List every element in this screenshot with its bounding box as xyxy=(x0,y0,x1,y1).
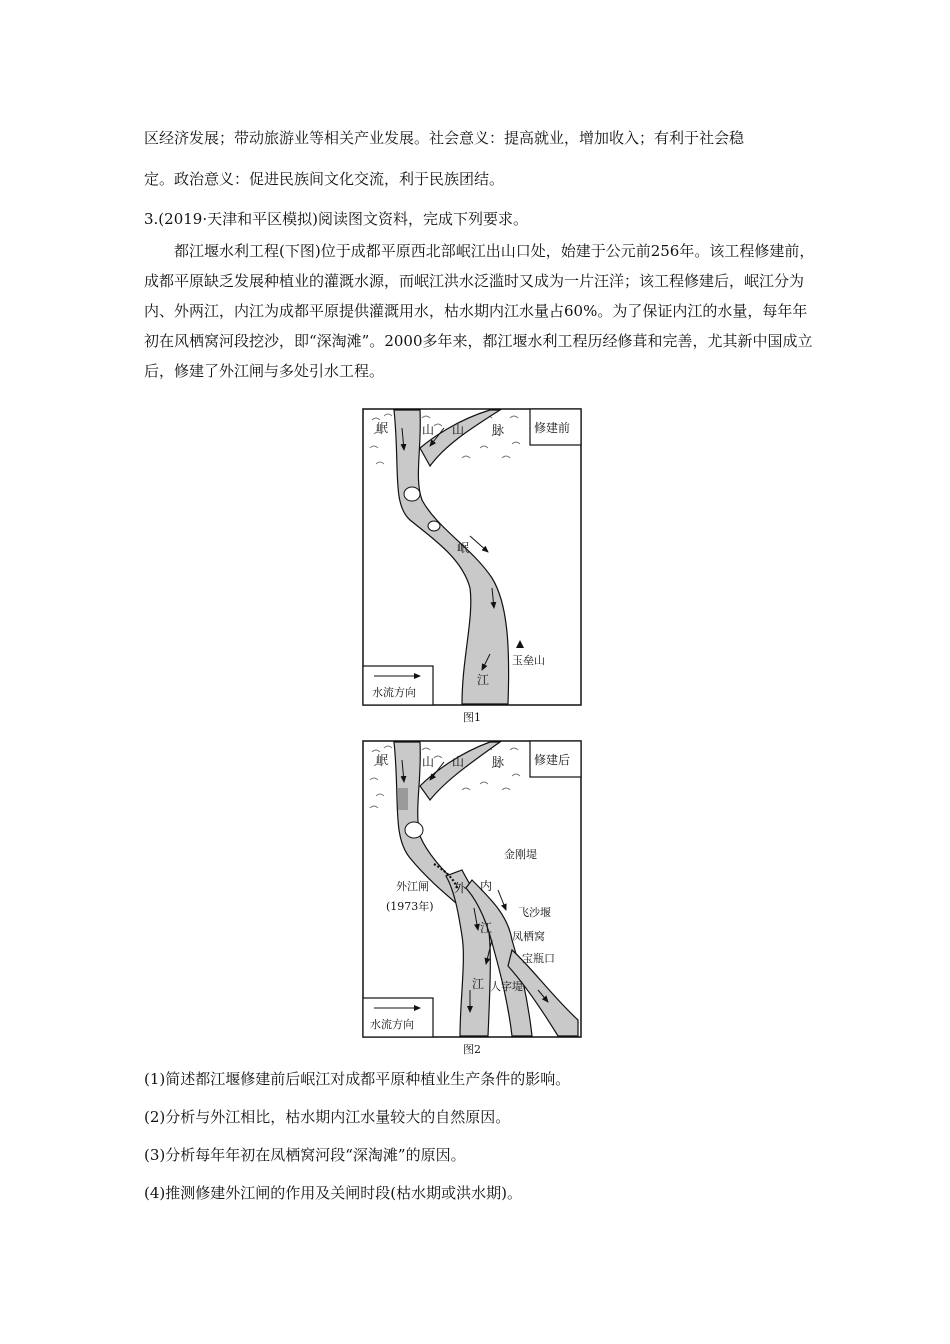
mountain-char-2: 山 xyxy=(422,423,435,437)
mountain-char-1: 岷 xyxy=(376,753,389,767)
figure-1-map xyxy=(362,408,582,706)
figure-1-caption: 图1 xyxy=(463,711,481,724)
label-jiang2: 江 xyxy=(472,977,485,991)
figure2-legend: 水流方向 xyxy=(370,1018,414,1031)
sub-question-1: (1)简述都江堰修建前后岷江对成都平原种植业生产条件的影响。 xyxy=(144,1070,571,1088)
figure-2-caption: 图2 xyxy=(463,1043,481,1056)
river-char-2: 江 xyxy=(477,673,490,687)
mountain-char-1: 岷 xyxy=(376,421,389,435)
label-wai: 外 xyxy=(454,881,467,895)
label-fengqiwo: 凤栖窝 xyxy=(512,930,545,943)
mountain-char-4: 脉 xyxy=(492,423,505,437)
label-jiang1: 江 xyxy=(480,921,493,935)
river-char-1: 岷 xyxy=(457,541,470,555)
label-nei: 内 xyxy=(480,879,493,893)
label-jingangdi: 金刚堤 xyxy=(504,848,537,861)
mountain-char-2: 山 xyxy=(422,755,435,769)
label-waijiangzha: 外江闸 xyxy=(396,880,429,893)
label-year: (1973年) xyxy=(386,900,434,913)
question-heading: 3.(2019·天津和平区模拟)阅读图文资料，完成下列要求。 xyxy=(144,210,528,228)
mountain-char-3: 山 xyxy=(452,423,465,437)
figure1-legend: 水流方向 xyxy=(372,686,416,699)
question-body: 都江堰水利工程(下图)位于成都平原西北部岷江出山口处，始建于公元前256年。该工程修建前，成都平原缺乏发展种植业的灌溉水源，而岷江洪水泛滥时又成为一片汪洋；该工程修建后，岷江分为内、外两江，内江为成都平原提供灌溉用水，枯水期内江水量占60%。为了保证内江的水量，每年年初在风栖窝河段挖沙，即“深淘滩”。2000多年来，都江堰水利工程历经修葺和完善，尤其新中国成立后，修建了外江闸与多处引水工程。 xyxy=(144,242,815,380)
continuation-line-1: 区经济发展；带动旅游业等相关产业发展。社会意义：提高就业，增加收入；有利于社会稳 xyxy=(144,129,745,147)
mountain-char-3: 山 xyxy=(452,755,465,769)
figure1-tag: 修建前 xyxy=(534,421,571,435)
figure2-tag: 修建后 xyxy=(534,753,571,767)
sub-question-2: (2)分析与外江相比，枯水期内江水量较大的自然原因。 xyxy=(144,1108,511,1126)
label-baopingkou: 宝瓶口 xyxy=(522,952,555,965)
label-feishayan: 飞沙堰 xyxy=(518,906,551,919)
peak-label: 玉垒山 xyxy=(512,654,545,667)
continuation-line-2: 定。政治意义：促进民族间文化交流，利于民族团结。 xyxy=(144,170,505,188)
sub-question-3: (3)分析每年年初在凤栖窝河段“深淘滩”的原因。 xyxy=(144,1146,466,1164)
sub-question-4: (4)推测修建外江闸的作用及关闸时段(枯水期或洪水期)。 xyxy=(144,1184,522,1202)
mountain-char-4: 脉 xyxy=(492,755,505,769)
figure-2-map xyxy=(362,740,582,1038)
label-renzidi: 人字堤 xyxy=(490,980,523,993)
